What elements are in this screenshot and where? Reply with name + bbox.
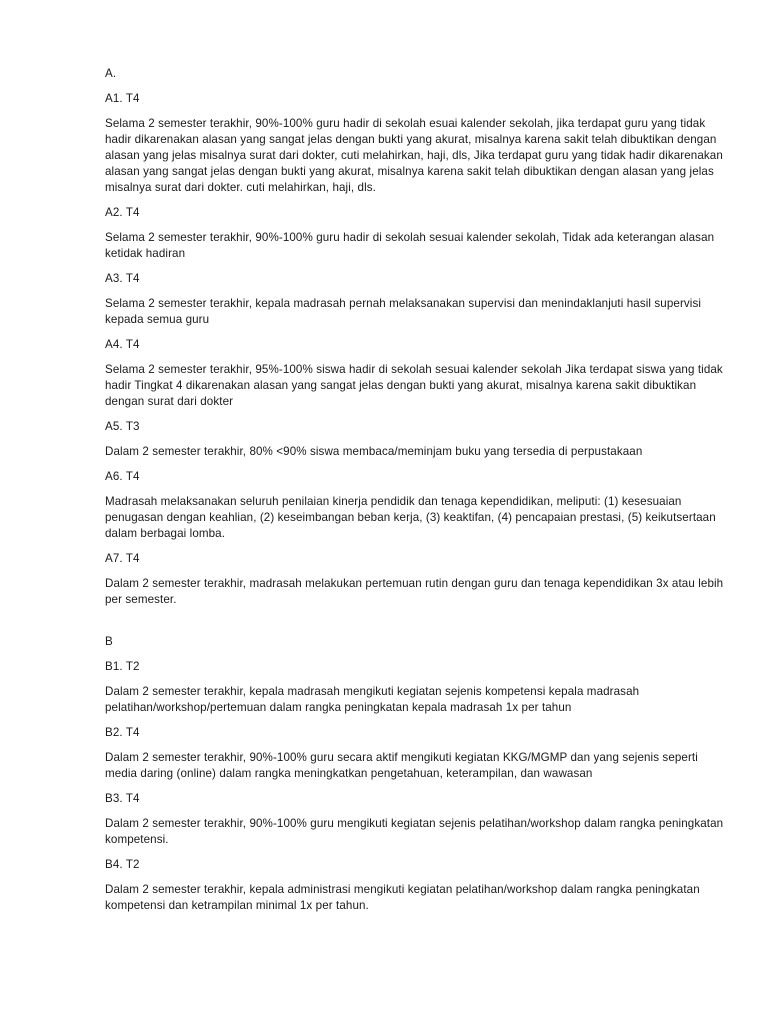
item-code: B4. T2 xyxy=(105,858,140,871)
section-heading: A. xyxy=(105,67,117,80)
item-a7 xyxy=(105,551,730,608)
item-b2 xyxy=(105,725,730,782)
item-code: A2. T4 xyxy=(105,206,140,219)
item-text: Madrasah melaksanakan seluruh penilaian kinerja pendidik dan tenaga kependidikan, meliputi: (1) kesesuaian penugasan dengan keahlian, (2) keseimbangan beban kerja, (3) keaktifan, (4) pencapaian prestasi, (5) keikutsertaan dalam berbagai lomba. xyxy=(105,495,716,540)
item-text: Selama 2 semester terakhir, 95%-100% siswa hadir di sekolah sesuai kalender sekolah Jika terdapat siswa yang tidak hadir Tingkat 4 dikarenakan alasan yang sangat jelas dengan bukti yang akurat, misalnya karena sakit dibuktikan dengan surat dari dokter xyxy=(105,363,723,408)
item-text: Selama 2 semester terakhir, 90%-100% guru hadir di sekolah sesuai kalender sekolah, Tidak ada keterangan alasan ketidak hadiran xyxy=(105,231,715,260)
item-code: B1. T2 xyxy=(105,660,140,673)
item-code: A5. T3 xyxy=(105,420,140,433)
item-text: Dalam 2 semester terakhir, madrasah melakukan pertemuan rutin dengan guru dan tenaga kependidikan 3x atau lebih per semester. xyxy=(105,577,724,606)
item-a6 xyxy=(105,469,730,542)
section-spacer xyxy=(105,617,730,634)
item-text: Dalam 2 semester terakhir, 80% <90% siswa membaca/meminjam buku yang tersedia di perpustakaan xyxy=(105,445,643,458)
item-b3 xyxy=(105,791,730,848)
item-code: A7. T4 xyxy=(105,552,140,565)
item-code: A3. T4 xyxy=(105,272,140,285)
item-text: Selama 2 semester terakhir, 90%-100% guru hadir di sekolah esuai kalender sekolah, jika terdapat guru yang tidak hadir dikarenakan alasan yang sangat jelas dengan bukti yang akurat, misalnya karena sakit telah dibuktikan dengan alasan yang jelas misalnya surat dari dokter, cuti melahirkan, haji, dls, Jika terdapat guru yang tidak hadir dikarenakan alasan yang sangat jelas dengan bukti yang akurat, misalnya karena sakit telah dibuktikan dengan alasan yang jelas misalnya surat dari dokter. cuti melahirkan, haji, dls. xyxy=(105,117,723,194)
item-code: B2. T4 xyxy=(105,726,140,739)
section-heading: B xyxy=(105,635,113,648)
item-a3 xyxy=(105,271,730,328)
item-text: Dalam 2 semester terakhir, kepala madrasah mengikuti kegiatan sejenis kompetensi kepala madrasah pelatihan/workshop/pertemuan dalam rangka peningkatan kepala madrasah 1x per tahun xyxy=(105,685,640,714)
item-code: A6. T4 xyxy=(105,470,140,483)
section-a xyxy=(105,66,730,608)
item-b4 xyxy=(105,857,730,914)
item-text: Dalam 2 semester terakhir, kepala administrasi mengikuti kegiatan pelatihan/workshop dalam rangka peningkatan kompetensi dan ketrampilan minimal 1x per tahun. xyxy=(105,883,700,912)
item-code: A4. T4 xyxy=(105,338,140,351)
item-a4 xyxy=(105,337,730,410)
item-a2 xyxy=(105,205,730,262)
document-body xyxy=(105,66,730,923)
item-b1 xyxy=(105,659,730,716)
item-code: A1. T4 xyxy=(105,92,140,105)
item-a1 xyxy=(105,91,730,196)
item-text: Selama 2 semester terakhir, kepala madrasah pernah melaksanakan supervisi dan menindaklanjuti hasil supervisi kepada semua guru xyxy=(105,297,702,326)
item-code: B3. T4 xyxy=(105,792,140,805)
item-a5 xyxy=(105,419,730,460)
section-b xyxy=(105,634,730,914)
item-text: Dalam 2 semester terakhir, 90%-100% guru mengikuti kegiatan sejenis pelatihan/workshop dalam rangka peningkatan kompetensi. xyxy=(105,817,724,846)
item-text: Dalam 2 semester terakhir, 90%-100% guru secara aktif mengikuti kegiatan KKG/MGMP dan yang sejenis seperti media daring (online) dalam rangka meningkatkan pengetahuan, keterampilan, dan wawasan xyxy=(105,751,698,780)
